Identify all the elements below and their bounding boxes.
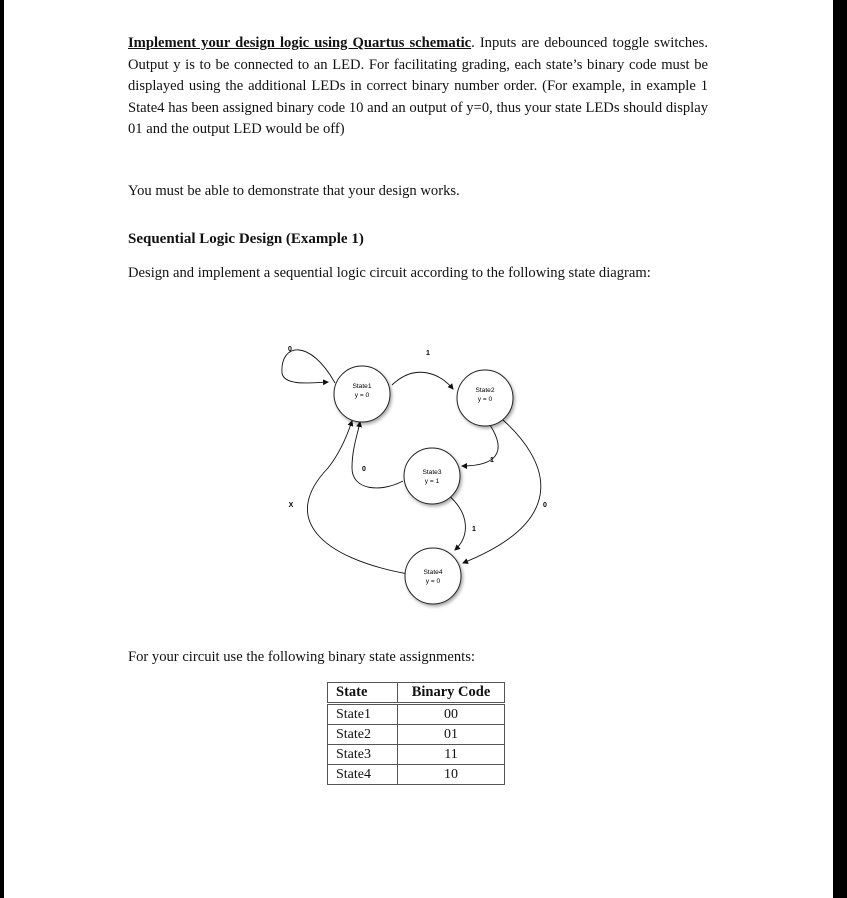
section-heading: Sequential Logic Design (Example 1) [128, 231, 364, 247]
state-node-4 [405, 548, 461, 604]
table-header-row [328, 683, 505, 704]
label-s2-to-s3: 1 [490, 457, 494, 464]
section-paragraph: Design and implement a sequential logic circuit according to the following state diagram: [128, 265, 651, 281]
state-3-output: y = 1 [424, 478, 440, 485]
transition-s1-to-s2 [392, 372, 453, 389]
state-4-name: State4 [423, 569, 443, 576]
cell-code: 00 [398, 704, 505, 725]
cell-code: 01 [398, 725, 505, 745]
label-s1-to-s2: 1 [426, 350, 430, 357]
transition-s2-to-s4 [463, 420, 541, 563]
state-1-name: State1 [352, 383, 372, 390]
state-assignment-table [327, 682, 505, 785]
table-row [328, 725, 505, 745]
state-2-output: y = 0 [477, 396, 493, 403]
state-1-output: y = 0 [354, 392, 370, 399]
state-node-2 [457, 370, 513, 426]
demo-paragraph: You must be able to demonstrate that your design works. [128, 183, 460, 199]
label-s3-to-s4: 1 [472, 526, 476, 533]
transition-s4-to-s1 [307, 421, 408, 574]
table-row [328, 745, 505, 765]
header-state: State [328, 683, 398, 704]
intro-text: . Inputs are debounced toggle switches. Output y is to be connected to an LED. For facilitating grading, each state’s binary code must be displayed using the additional LEDs in correct binary number order. (For example, in example 1 State4 has been assigned binary code 10 and an output of y=0, thus your state LEDs should display 01 and the output LED would be off) [128, 35, 708, 137]
cell-state: State1 [328, 704, 398, 725]
state-3-name: State3 [422, 469, 442, 476]
state-2-name: State2 [475, 387, 495, 394]
table-row [328, 704, 505, 725]
transition-s3-to-s1 [352, 422, 403, 488]
cell-code: 10 [398, 765, 505, 785]
cell-state: State3 [328, 745, 398, 765]
state-diagram [270, 318, 570, 618]
page-edge-left [0, 0, 4, 898]
state-node-3 [404, 448, 460, 504]
transition-s1-self [282, 350, 335, 383]
cell-code: 11 [398, 745, 505, 765]
intro-lead: Implement your design logic using Quartus schematic [128, 35, 472, 51]
label-s3-to-s1: 0 [362, 466, 366, 473]
header-binary-code: Binary Code [398, 683, 505, 704]
cell-state: State2 [328, 725, 398, 745]
page-edge-right [833, 0, 847, 898]
intro-paragraph [128, 33, 708, 141]
assignment-paragraph: For your circuit use the following binary state assignments: [128, 649, 475, 665]
cell-state: State4 [328, 765, 398, 785]
label-s2-to-s4: 0 [543, 502, 547, 509]
label-s4-to-s1: X [288, 502, 294, 509]
label-s1-self: 0 [288, 346, 292, 353]
state-node-1 [334, 366, 390, 422]
transition-s3-to-s4 [447, 494, 465, 550]
state-4-output: y = 0 [425, 578, 441, 585]
table-row [328, 765, 505, 785]
